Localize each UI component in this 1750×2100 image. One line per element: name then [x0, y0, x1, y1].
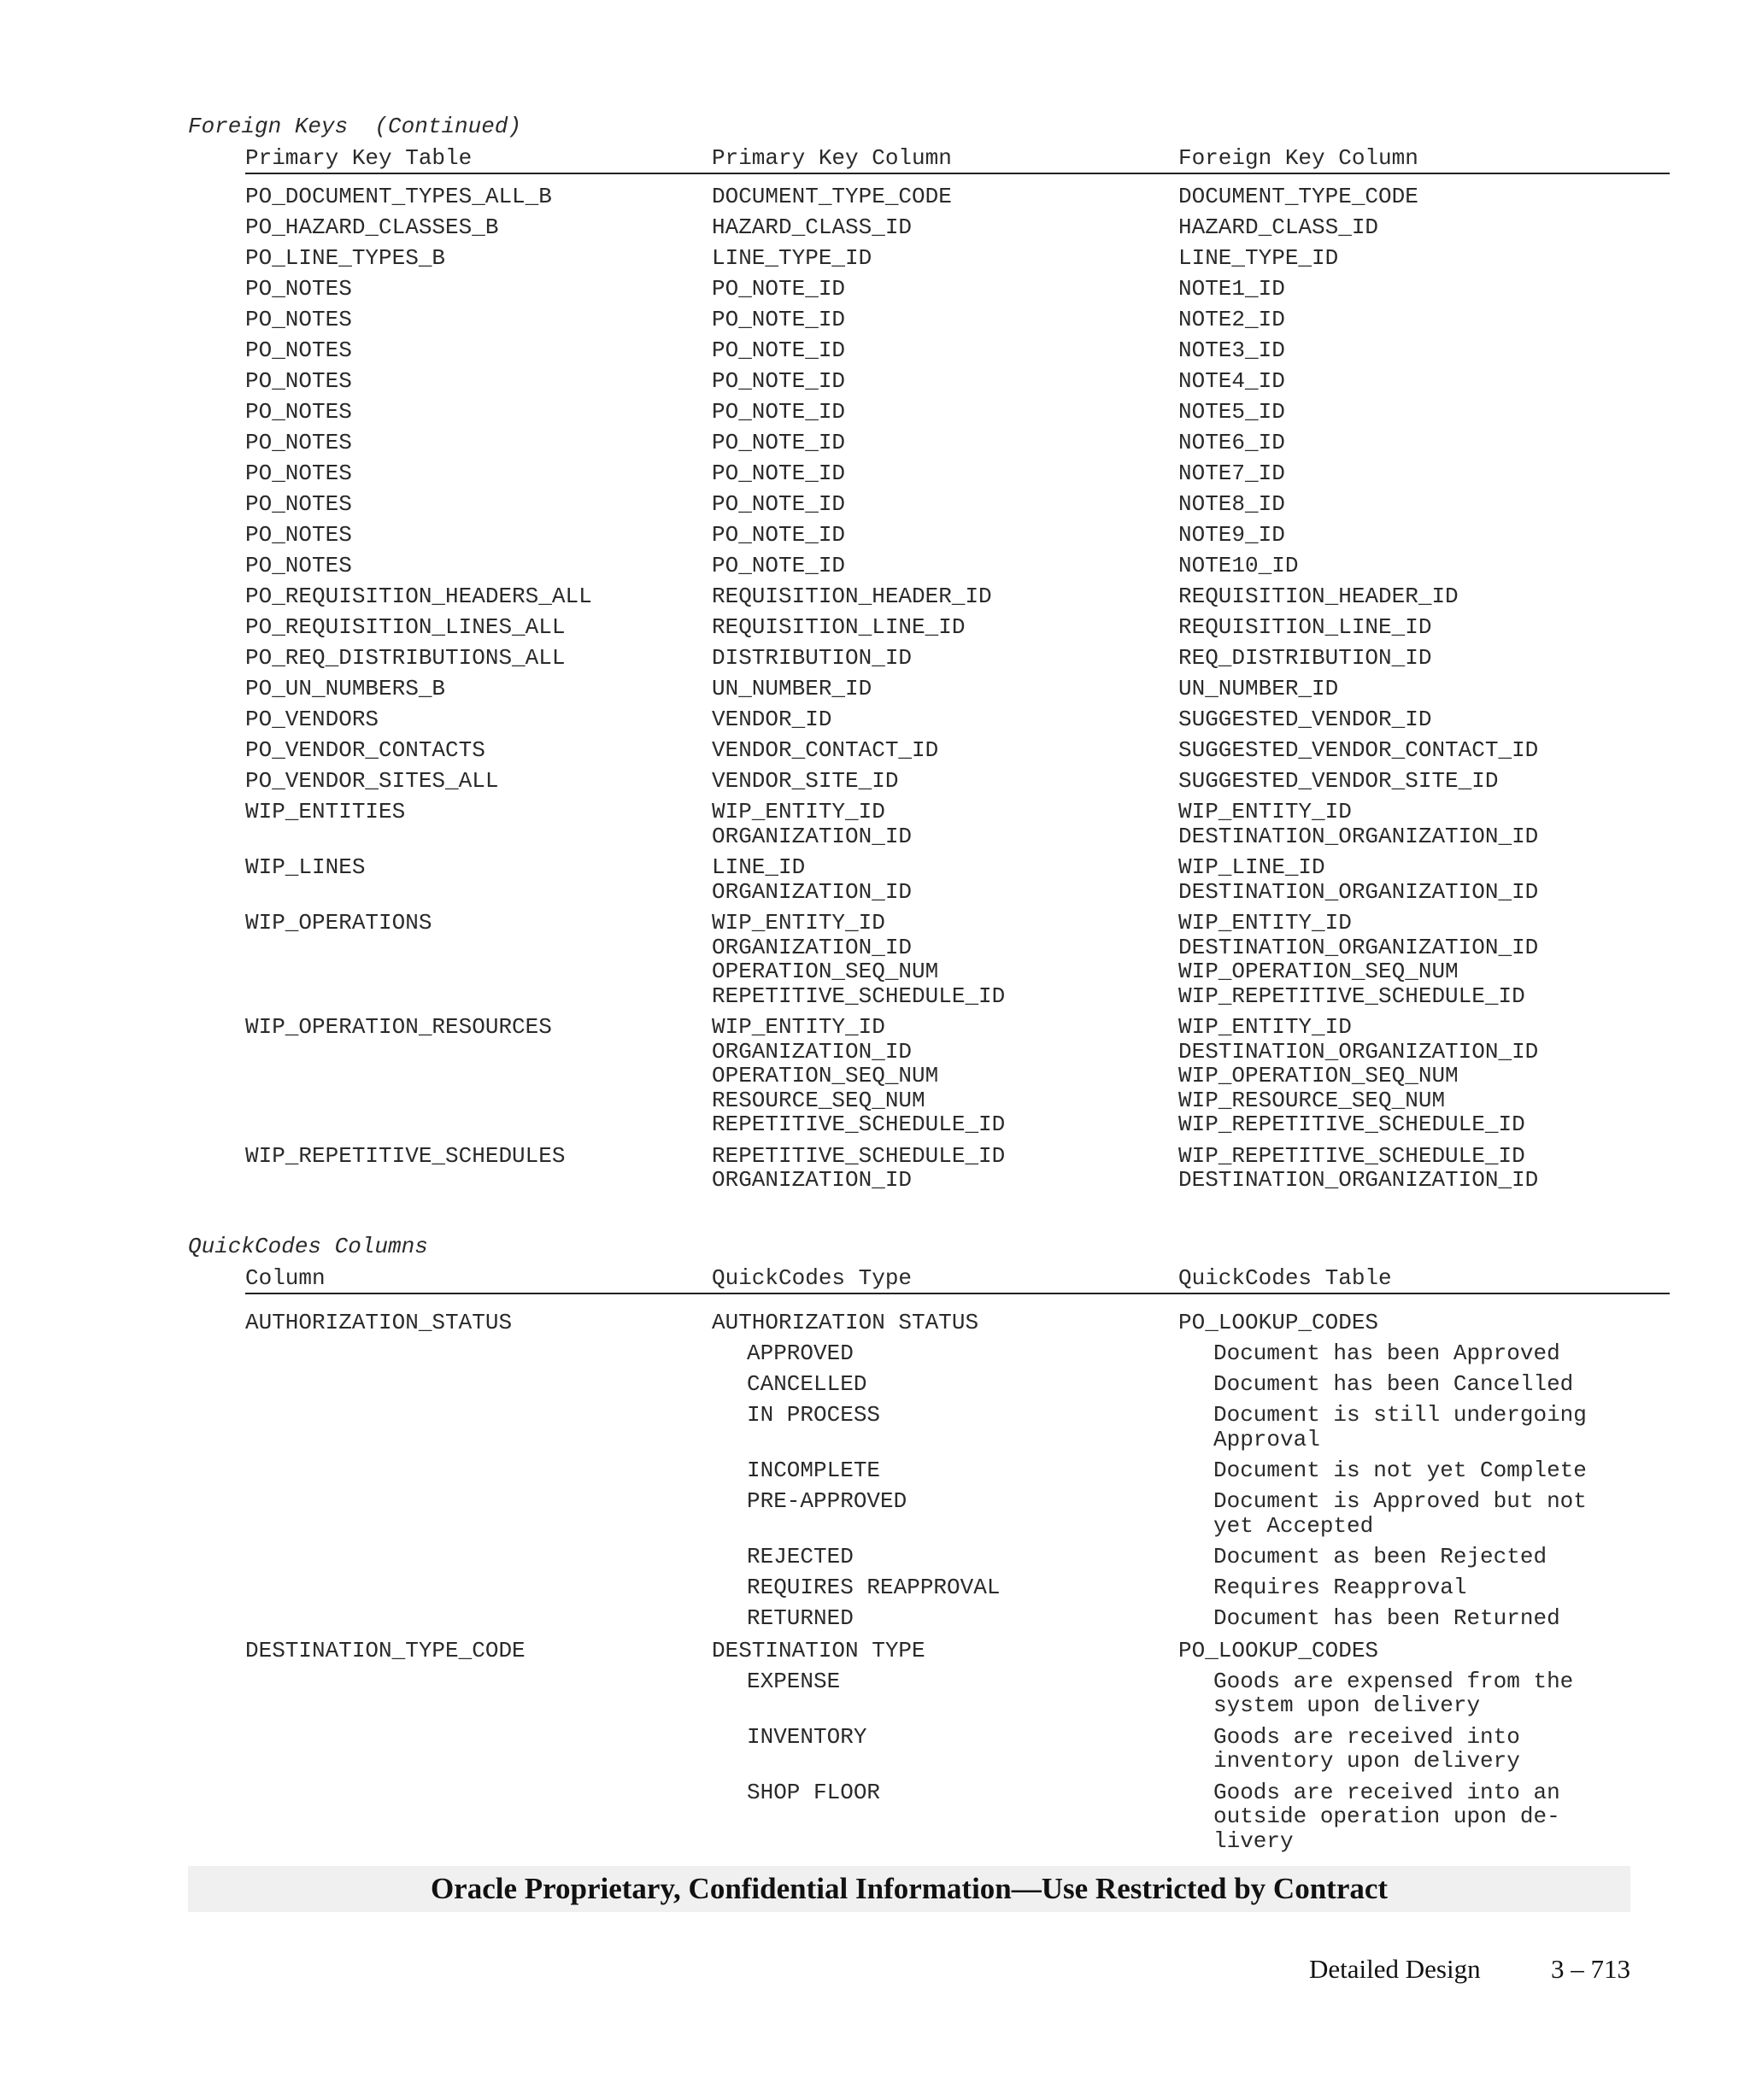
confidentiality-banner: Oracle Proprietary, Confidential Information––Use Restricted by Contract	[188, 1866, 1630, 1912]
primary-key-column-name: WIP_ENTITY_ID	[712, 799, 885, 824]
primary-key-column-cell	[712, 492, 1178, 517]
primary-key-column-cell	[712, 215, 1178, 240]
quickcode-meaning-cell	[1178, 1725, 1670, 1774]
primary-key-column-name: PO_NOTE_ID	[712, 368, 846, 394]
primary-key-column-cell	[712, 707, 1178, 732]
quickcode-meaning: Document has been Approved	[1213, 1340, 1560, 1366]
quickcode-meaning: system upon delivery	[1213, 1692, 1481, 1718]
foreign-key-column-cell	[1178, 431, 1670, 455]
quickcode-value-row	[245, 1575, 1670, 1600]
primary-key-table-cell	[245, 707, 712, 732]
quickcode-value-cell	[712, 1372, 1178, 1397]
foreign-key-column-name: DESTINATION_ORGANIZATION_ID	[1178, 823, 1539, 849]
header-primary-key-column: Primary Key Column	[712, 145, 952, 171]
table-row	[245, 431, 1670, 455]
header-quickcodes-type: QuickCodes Type	[712, 1265, 913, 1291]
foreign-key-column-name: WIP_REPETITIVE_SCHEDULE_ID	[1178, 1142, 1525, 1169]
table-row	[245, 584, 1670, 609]
primary-key-column-cell	[712, 554, 1178, 578]
primary-key-column-name: PO_NOTE_ID	[712, 276, 846, 302]
empty-cell	[245, 1780, 712, 1854]
table-row	[245, 308, 1670, 332]
primary-key-column-name: ORGANIZATION_ID	[712, 1038, 913, 1065]
quickcode-value-cell	[712, 1341, 1178, 1366]
quickcode-meaning: Document is not yet Complete	[1213, 1458, 1587, 1483]
primary-key-table-cell	[245, 338, 712, 363]
table-row	[245, 400, 1670, 425]
table-row	[245, 492, 1670, 517]
primary-key-table-cell	[245, 800, 712, 848]
quickcode-value-cell	[712, 1458, 1178, 1483]
primary-key-column-name: PO_NOTE_ID	[712, 460, 846, 486]
empty-cell	[245, 1669, 712, 1718]
foreign-key-column-name: REQUISITION_HEADER_ID	[1178, 584, 1459, 609]
primary-key-table-cell	[245, 492, 712, 517]
quickcode-meaning: Document has been Cancelled	[1213, 1371, 1574, 1397]
primary-key-table-name: PO_NOTES	[245, 460, 352, 486]
primary-key-column-cell	[712, 369, 1178, 394]
table-row	[245, 523, 1670, 548]
primary-key-column-name: ORGANIZATION_ID	[712, 934, 913, 960]
quickcode-meaning-cell	[1178, 1669, 1670, 1718]
foreign-key-column-name: SUGGESTED_VENDOR_CONTACT_ID	[1178, 737, 1539, 763]
header-quickcodes-table: QuickCodes Table	[1178, 1265, 1392, 1291]
quickcode-type-name: DESTINATION TYPE	[712, 1637, 925, 1663]
quickcode-value: CANCELLED	[747, 1371, 867, 1397]
foreign-key-column-name: NOTE6_ID	[1178, 430, 1285, 455]
quickcode-column-name: AUTHORIZATION_STATUS	[245, 1310, 513, 1335]
primary-key-column-cell	[712, 911, 1178, 1008]
foreign-key-column-cell	[1178, 911, 1670, 1008]
foreign-key-column-cell	[1178, 461, 1670, 486]
primary-key-table-cell	[245, 1144, 712, 1193]
primary-key-column-cell	[712, 615, 1178, 640]
footer-section-title: Detailed Design	[1309, 1954, 1481, 1984]
empty-cell	[245, 1341, 712, 1366]
quickcode-value-row	[245, 1372, 1670, 1397]
table-row	[245, 215, 1670, 240]
primary-key-table-cell	[245, 615, 712, 640]
table-row	[245, 800, 1670, 848]
foreign-key-column-cell	[1178, 738, 1670, 763]
quickcode-value-cell	[712, 1669, 1178, 1718]
header-primary-key-table: Primary Key Table	[245, 145, 473, 171]
quickcode-meaning-cell	[1178, 1545, 1670, 1569]
primary-key-column-cell	[712, 246, 1178, 271]
table-row	[245, 277, 1670, 302]
foreign-key-column-name: SUGGESTED_VENDOR_ID	[1178, 707, 1432, 732]
primary-key-table-cell	[245, 461, 712, 486]
table-row	[245, 338, 1670, 363]
foreign-key-column-cell	[1178, 277, 1670, 302]
primary-key-column-name: PO_NOTE_ID	[712, 337, 846, 363]
primary-key-column-name: REPETITIVE_SCHEDULE_ID	[712, 983, 1006, 1009]
primary-key-table-cell	[245, 584, 712, 609]
primary-key-column-cell	[712, 277, 1178, 302]
primary-key-table-cell	[245, 646, 712, 671]
primary-key-column-cell	[712, 523, 1178, 548]
quickcode-value: REJECTED	[747, 1544, 854, 1569]
quickcode-meaning: Document as been Rejected	[1213, 1544, 1547, 1569]
quickcode-meaning: Requires Reapproval	[1213, 1575, 1467, 1600]
foreign-key-column-name: WIP_OPERATION_SEQ_NUM	[1178, 1063, 1459, 1088]
quickcode-column-row	[245, 1311, 1670, 1335]
primary-key-table-cell	[245, 855, 712, 904]
foreign-key-column-name: WIP_ENTITY_ID	[1178, 799, 1352, 824]
foreign-key-column-cell	[1178, 215, 1670, 240]
table-row	[245, 677, 1670, 701]
primary-key-column-name: PO_NOTE_ID	[712, 553, 846, 578]
primary-key-column-name: PO_NOTE_ID	[712, 399, 846, 425]
foreign-key-column-name: SUGGESTED_VENDOR_SITE_ID	[1178, 768, 1499, 794]
primary-key-table-cell	[245, 308, 712, 332]
empty-cell	[245, 1545, 712, 1569]
quickcode-value-row	[245, 1606, 1670, 1631]
primary-key-column-cell	[712, 400, 1178, 425]
foreign-key-column-cell	[1178, 523, 1670, 548]
quickcode-value: PRE-APPROVED	[747, 1488, 907, 1514]
primary-key-table-name: PO_REQUISITION_LINES_ALL	[245, 614, 566, 640]
quickcode-value: INCOMPLETE	[747, 1458, 881, 1483]
primary-key-table-cell	[245, 554, 712, 578]
quickcode-value: INVENTORY	[747, 1723, 867, 1750]
foreign-key-column-name: UN_NUMBER_ID	[1178, 676, 1339, 701]
table-row	[245, 246, 1670, 271]
foreign-key-column-name: WIP_LINE_ID	[1178, 854, 1325, 880]
foreign-key-column-cell	[1178, 246, 1670, 271]
foreign-key-column-cell	[1178, 1144, 1670, 1193]
quickcode-meaning-cell	[1178, 1372, 1670, 1397]
quickcode-meaning-cell	[1178, 1341, 1670, 1366]
quickcode-value: SHOP FLOOR	[747, 1779, 881, 1805]
quickcode-table-name: PO_LOOKUP_CODES	[1178, 1637, 1379, 1663]
quickcode-value-row	[245, 1489, 1670, 1538]
foreign-key-column-name: WIP_OPERATION_SEQ_NUM	[1178, 959, 1459, 984]
primary-key-table-name: WIP_ENTITIES	[245, 799, 406, 824]
quickcode-meaning-cell	[1178, 1489, 1670, 1538]
foreign-key-column-cell	[1178, 646, 1670, 671]
quickcode-value-row	[245, 1341, 1670, 1366]
foreign-key-column-name: DOCUMENT_TYPE_CODE	[1178, 184, 1418, 209]
quickcodes-header	[245, 1265, 1670, 1294]
primary-key-column-cell	[712, 1144, 1178, 1193]
primary-key-column-name: OPERATION_SEQ_NUM	[712, 959, 939, 984]
foreign-keys-title: Foreign Keys (Continued)	[188, 114, 522, 139]
quickcode-value: EXPENSE	[747, 1668, 841, 1694]
primary-key-table-cell	[245, 215, 712, 240]
empty-cell	[245, 1458, 712, 1483]
quickcode-meaning: Goods are expensed from the	[1213, 1668, 1574, 1694]
quickcode-type-cell	[712, 1639, 1178, 1663]
empty-cell	[245, 1725, 712, 1774]
primary-key-table-name: PO_NOTES	[245, 430, 352, 455]
foreign-key-column-name: DESTINATION_ORGANIZATION_ID	[1178, 934, 1539, 960]
primary-key-table-name: PO_HAZARD_CLASSES_B	[245, 214, 499, 240]
foreign-key-column-name: NOTE3_ID	[1178, 337, 1285, 363]
primary-key-column-name: LINE_TYPE_ID	[712, 245, 872, 271]
quickcode-meaning: Document has been Returned	[1213, 1605, 1560, 1631]
quickcode-value: IN PROCESS	[747, 1402, 881, 1428]
foreign-key-column-cell	[1178, 769, 1670, 794]
primary-key-column-name: VENDOR_ID	[712, 707, 832, 732]
foreign-key-column-cell	[1178, 185, 1670, 209]
primary-key-column-name: DOCUMENT_TYPE_CODE	[712, 184, 952, 209]
header-column: Column	[245, 1265, 326, 1291]
quickcodes-title: QuickCodes Columns	[188, 1234, 428, 1259]
quickcode-value-cell	[712, 1725, 1178, 1774]
foreign-key-column-name: NOTE5_ID	[1178, 399, 1285, 425]
quickcode-meaning-cell	[1178, 1403, 1670, 1452]
primary-key-table-cell	[245, 677, 712, 701]
table-row	[245, 461, 1670, 486]
quickcode-value-row	[245, 1403, 1670, 1452]
quickcode-meaning: yet Accepted	[1213, 1512, 1374, 1539]
primary-key-column-cell	[712, 584, 1178, 609]
foreign-key-column-name: WIP_ENTITY_ID	[1178, 1014, 1352, 1040]
primary-key-table-cell	[245, 400, 712, 425]
primary-key-column-name: DISTRIBUTION_ID	[712, 645, 913, 671]
quickcode-table-name: PO_LOOKUP_CODES	[1178, 1310, 1379, 1335]
foreign-key-column-name: NOTE7_ID	[1178, 460, 1285, 486]
primary-key-column-cell	[712, 855, 1178, 904]
primary-key-table-cell	[245, 1015, 712, 1137]
primary-key-table-cell	[245, 277, 712, 302]
quickcode-meaning: Approval	[1213, 1426, 1320, 1452]
quickcode-table-cell	[1178, 1639, 1670, 1663]
primary-key-table-name: PO_NOTES	[245, 399, 352, 425]
empty-cell	[245, 1606, 712, 1631]
primary-key-column-cell	[712, 185, 1178, 209]
foreign-key-column-cell	[1178, 400, 1670, 425]
primary-key-table-name: WIP_LINES	[245, 854, 366, 880]
quickcode-meaning: Goods are received into an	[1213, 1779, 1560, 1805]
primary-key-table-name: PO_REQ_DISTRIBUTIONS_ALL	[245, 645, 566, 671]
foreign-key-column-cell	[1178, 338, 1670, 363]
empty-cell	[245, 1489, 712, 1538]
quickcode-meaning-cell	[1178, 1780, 1670, 1854]
table-row	[245, 1144, 1670, 1193]
quickcode-meaning: inventory upon delivery	[1213, 1748, 1520, 1774]
primary-key-column-name: REPETITIVE_SCHEDULE_ID	[712, 1142, 1006, 1169]
foreign-key-column-cell	[1178, 308, 1670, 332]
quickcode-meaning-cell	[1178, 1458, 1670, 1483]
foreign-key-column-name: NOTE4_ID	[1178, 368, 1285, 394]
foreign-key-column-cell	[1178, 800, 1670, 848]
foreign-key-column-cell	[1178, 707, 1670, 732]
quickcode-type-cell	[712, 1311, 1178, 1335]
primary-key-table-cell	[245, 369, 712, 394]
foreign-key-column-name: WIP_REPETITIVE_SCHEDULE_ID	[1178, 1112, 1525, 1137]
primary-key-table-cell	[245, 738, 712, 763]
foreign-key-column-name: NOTE1_ID	[1178, 276, 1285, 302]
table-row	[245, 855, 1670, 904]
primary-key-table-name: PO_VENDOR_CONTACTS	[245, 737, 485, 763]
foreign-key-column-cell	[1178, 584, 1670, 609]
primary-key-table-name: WIP_REPETITIVE_SCHEDULES	[245, 1142, 566, 1169]
foreign-key-column-name: HAZARD_CLASS_ID	[1178, 214, 1379, 240]
quickcode-value-cell	[712, 1489, 1178, 1538]
primary-key-table-name: PO_VENDOR_SITES_ALL	[245, 768, 499, 794]
empty-cell	[245, 1403, 712, 1452]
foreign-key-column-name: REQUISITION_LINE_ID	[1178, 614, 1432, 640]
table-row	[245, 911, 1670, 1008]
primary-key-table-cell	[245, 246, 712, 271]
foreign-key-column-cell	[1178, 677, 1670, 701]
quickcode-value-cell	[712, 1545, 1178, 1569]
primary-key-column-name: VENDOR_SITE_ID	[712, 768, 899, 794]
quickcode-value: RETURNED	[747, 1605, 854, 1631]
primary-key-table-name: PO_NOTES	[245, 553, 352, 578]
primary-key-table-cell	[245, 185, 712, 209]
primary-key-column-name: PO_NOTE_ID	[712, 307, 846, 332]
primary-key-column-name: ORGANIZATION_ID	[712, 823, 913, 849]
foreign-key-column-cell	[1178, 855, 1670, 904]
primary-key-column-cell	[712, 738, 1178, 763]
foreign-keys-header	[245, 145, 1670, 174]
table-row	[245, 707, 1670, 732]
quickcode-meaning: Document is still undergoing	[1213, 1402, 1587, 1428]
primary-key-table-cell	[245, 431, 712, 455]
primary-key-column-cell	[712, 461, 1178, 486]
primary-key-column-cell	[712, 308, 1178, 332]
primary-key-table-name: PO_NOTES	[245, 337, 352, 363]
foreign-key-column-name: NOTE2_ID	[1178, 307, 1285, 332]
quickcode-value-cell	[712, 1606, 1178, 1631]
primary-key-column-cell	[712, 1015, 1178, 1137]
foreign-key-column-cell	[1178, 615, 1670, 640]
primary-key-column-name: VENDOR_CONTACT_ID	[712, 737, 939, 763]
foreign-key-column-name: REQ_DISTRIBUTION_ID	[1178, 645, 1432, 671]
primary-key-table-name: PO_NOTES	[245, 491, 352, 517]
foreign-key-column-name: DESTINATION_ORGANIZATION_ID	[1178, 1038, 1539, 1065]
quickcode-value-row	[245, 1780, 1670, 1854]
header-foreign-key-column: Foreign Key Column	[1178, 145, 1418, 171]
primary-key-table-cell	[245, 523, 712, 548]
quickcode-column-cell	[245, 1639, 712, 1663]
primary-key-column-name: UN_NUMBER_ID	[712, 676, 872, 701]
foreign-key-column-cell	[1178, 554, 1670, 578]
primary-key-column-cell	[712, 800, 1178, 848]
quickcode-value-row	[245, 1725, 1670, 1774]
primary-key-column-name: PO_NOTE_ID	[712, 430, 846, 455]
primary-key-column-cell	[712, 338, 1178, 363]
quickcode-value-row	[245, 1545, 1670, 1569]
primary-key-column-cell	[712, 431, 1178, 455]
table-row	[245, 615, 1670, 640]
quickcode-value-row	[245, 1669, 1670, 1718]
primary-key-column-name: WIP_ENTITY_ID	[712, 910, 885, 936]
primary-key-table-cell	[245, 911, 712, 1008]
foreign-key-column-name: WIP_REPETITIVE_SCHEDULE_ID	[1178, 983, 1525, 1009]
primary-key-table-name: PO_DOCUMENT_TYPES_ALL_B	[245, 184, 552, 209]
primary-key-column-name: OPERATION_SEQ_NUM	[712, 1063, 939, 1088]
quickcode-value-cell	[712, 1403, 1178, 1452]
primary-key-column-name: RESOURCE_SEQ_NUM	[712, 1087, 925, 1113]
table-row	[245, 1015, 1670, 1137]
primary-key-table-cell	[245, 769, 712, 794]
quickcode-meaning-cell	[1178, 1575, 1670, 1600]
primary-key-table-name: PO_NOTES	[245, 522, 352, 548]
quickcode-value-cell	[712, 1575, 1178, 1600]
quickcode-meaning: Document is Approved but not	[1213, 1488, 1587, 1514]
quickcode-value: REQUIRES REAPPROVAL	[747, 1575, 1001, 1600]
quickcode-value-cell	[712, 1780, 1178, 1854]
quickcode-type-name: AUTHORIZATION STATUS	[712, 1310, 979, 1335]
primary-key-column-name: LINE_ID	[712, 854, 806, 880]
primary-key-column-name: HAZARD_CLASS_ID	[712, 214, 913, 240]
primary-key-column-cell	[712, 769, 1178, 794]
empty-cell	[245, 1372, 712, 1397]
quickcode-meaning: outside operation upon de-	[1213, 1804, 1560, 1829]
primary-key-column-name: ORGANIZATION_ID	[712, 1167, 913, 1193]
table-row	[245, 738, 1670, 763]
primary-key-column-name: REQUISITION_HEADER_ID	[712, 584, 992, 609]
foreign-key-column-cell	[1178, 1015, 1670, 1137]
primary-key-column-cell	[712, 646, 1178, 671]
table-row	[245, 369, 1670, 394]
primary-key-table-name: PO_UN_NUMBERS_B	[245, 676, 446, 701]
primary-key-column-name: PO_NOTE_ID	[712, 522, 846, 548]
foreign-key-column-name: NOTE9_ID	[1178, 522, 1285, 548]
primary-key-table-name: WIP_OPERATION_RESOURCES	[245, 1014, 552, 1040]
primary-key-table-name: PO_VENDORS	[245, 707, 379, 732]
quickcode-meaning: Goods are received into	[1213, 1723, 1520, 1750]
quickcode-column-cell	[245, 1311, 712, 1335]
foreign-key-column-name: DESTINATION_ORGANIZATION_ID	[1178, 1167, 1539, 1193]
primary-key-table-name: PO_LINE_TYPES_B	[245, 245, 446, 271]
quickcode-value: APPROVED	[747, 1340, 854, 1366]
foreign-key-column-name: WIP_ENTITY_ID	[1178, 910, 1352, 936]
table-row	[245, 185, 1670, 209]
primary-key-table-name: WIP_OPERATIONS	[245, 910, 432, 936]
foreign-key-column-name: WIP_RESOURCE_SEQ_NUM	[1178, 1087, 1446, 1113]
primary-key-column-name: REQUISITION_LINE_ID	[712, 614, 966, 640]
foreign-key-column-name: DESTINATION_ORGANIZATION_ID	[1178, 878, 1539, 905]
quickcode-column-row	[245, 1639, 1670, 1663]
primary-key-column-name: ORGANIZATION_ID	[712, 878, 913, 905]
quickcode-column-name: DESTINATION_TYPE_CODE	[245, 1637, 526, 1663]
quickcode-meaning: livery	[1213, 1827, 1294, 1854]
foreign-key-column-name: NOTE8_ID	[1178, 491, 1285, 517]
quickcode-value-row	[245, 1458, 1670, 1483]
foreign-keys-table	[245, 185, 1670, 1200]
primary-key-table-name: PO_NOTES	[245, 307, 352, 332]
foreign-key-column-cell	[1178, 492, 1670, 517]
table-row	[245, 646, 1670, 671]
quickcode-table-cell	[1178, 1311, 1670, 1335]
quickcode-meaning-cell	[1178, 1606, 1670, 1631]
footer-page-number: 3 – 713	[1551, 1954, 1630, 1984]
primary-key-table-name: PO_NOTES	[245, 276, 352, 302]
foreign-key-column-name: LINE_TYPE_ID	[1178, 245, 1339, 271]
empty-cell	[245, 1575, 712, 1600]
primary-key-table-name: PO_REQUISITION_HEADERS_ALL	[245, 584, 592, 609]
foreign-key-column-cell	[1178, 369, 1670, 394]
quickcodes-table	[245, 1311, 1670, 1860]
primary-key-column-name: WIP_ENTITY_ID	[712, 1014, 885, 1040]
primary-key-column-cell	[712, 677, 1178, 701]
table-row	[245, 769, 1670, 794]
table-row	[245, 554, 1670, 578]
primary-key-column-name: PO_NOTE_ID	[712, 491, 846, 517]
foreign-key-column-name: NOTE10_ID	[1178, 553, 1299, 578]
primary-key-table-name: PO_NOTES	[245, 368, 352, 394]
primary-key-column-name: REPETITIVE_SCHEDULE_ID	[712, 1112, 1006, 1137]
